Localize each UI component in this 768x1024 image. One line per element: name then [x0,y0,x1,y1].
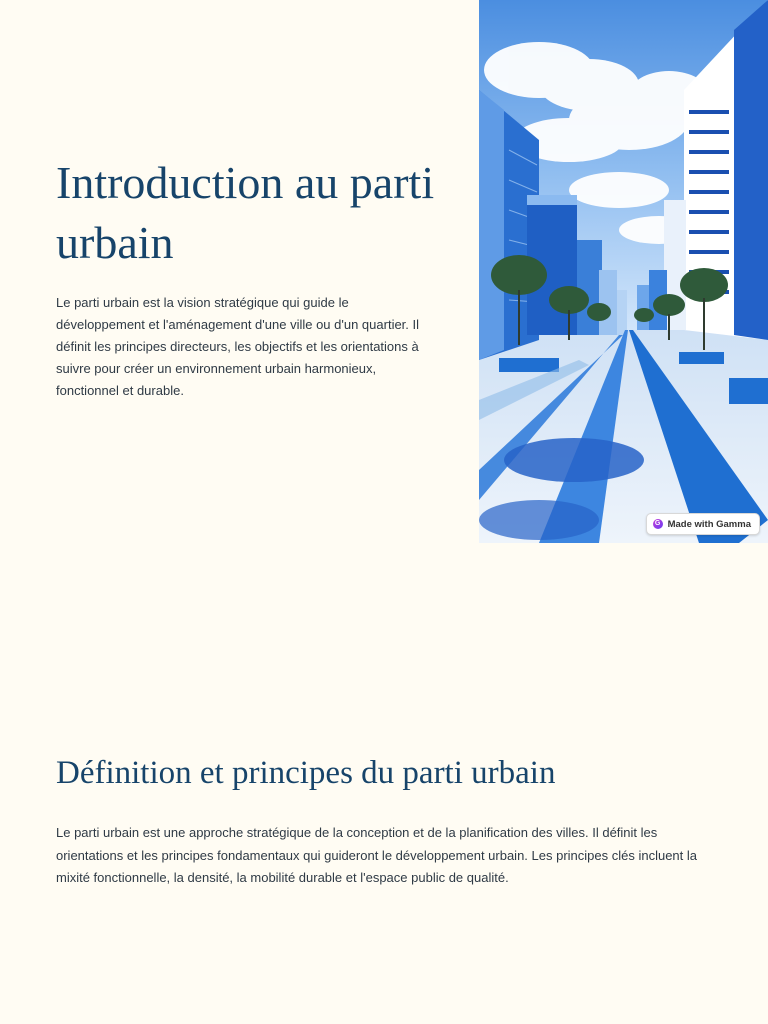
section-paragraph: Le parti urbain est une approche stratégique de la conception et de la planification des villes. Il définit les orientations et les principes fondamentaux qui guideront le développement urbain. Les principes clés incluent la mixité fonctionnelle, la densité, la mobilité durable et l'espace public de qualité. [56,825,698,885]
hero-image [479,0,768,543]
badge-label: Made with Gamma [667,518,751,530]
intro-paragraph: Le parti urbain est la vision stratégique qui guide le développement et l'aménagement d'une ville ou d'un quartier. Il définit les principes directeurs, les objectifs et les orientations à suivre pour créer un environnement urbain harmonieux, fonctionnel et durable. [56,295,420,398]
city-street-illustration-icon [479,0,768,543]
made-with-gamma-badge[interactable] [646,513,760,535]
section-title: Définition et principes du parti urbain [56,755,556,791]
page-title: Introduction au parti urbain [56,157,435,268]
gamma-logo-icon: G [653,519,663,529]
